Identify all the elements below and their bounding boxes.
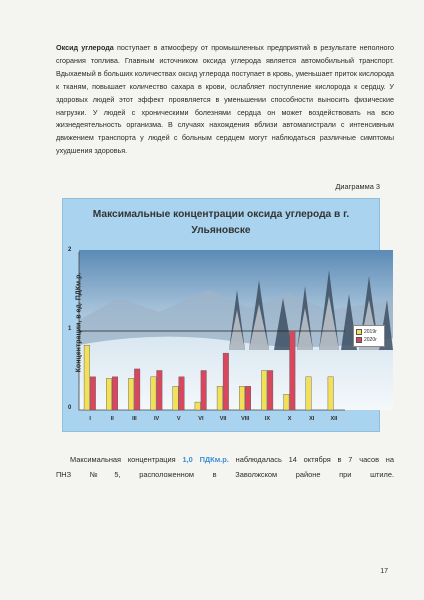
y-tick-label: 1 [68, 326, 72, 332]
bar-chart-plot [63, 199, 379, 431]
bar-2020г-I [90, 377, 96, 410]
chart-title: Максимальные концентрации оксида углерода в г. Ульяновске [92, 209, 350, 236]
diagram-label: Диаграмма 3 [335, 182, 380, 191]
bar-2020г-VIII [245, 386, 251, 410]
x-tick-label: II [110, 416, 114, 422]
x-tick-label: III [132, 416, 137, 422]
max-concentration-note [56, 452, 394, 482]
x-tick-label: I [89, 416, 91, 422]
bar-2019г-VI [195, 402, 201, 410]
bar-2019г-XI [306, 377, 312, 410]
legend-swatch-2020 [356, 337, 362, 343]
bar-2019г-XII [328, 377, 334, 410]
intro-text: поступает в атмосферу от промышленных предприятий в результате неполного сгорания топлива. Главным источником оксида углерода является автомобильный транспорт. Вдыхаемый в больших количествах оксид углерода поступает в кровь, уменьшает приток кислорода к тканям, повышает количество сахара в крови, ослабляет поступление кислорода к сердцу. У здоровых людей этот эффект проявляется в уменьшении способности выносить физические нагрузки. У людей с хроническими болезнями сердца он может воздействовать на всю жизнедеятельность организма. В случаях нахождения вблизи автомагистрали с интенсивным движением транспорта у людей с больным сердцем могут наблюдаться различные симптомы ухудшения здоровья. [56, 43, 394, 156]
bar-2020г-V [179, 377, 185, 410]
bar-2020г-III [134, 369, 140, 410]
note-line1-end: наблюдалась 14 октября в 7 часов на [235, 455, 394, 464]
bar-2020г-II [112, 377, 118, 410]
x-tick-label: IX [264, 416, 270, 422]
legend-label-2020: 2020г [364, 337, 377, 343]
x-tick-label: XII [330, 416, 338, 422]
x-tick-label: X [287, 416, 292, 422]
note-line1-start: Максимальная концентрация [70, 455, 176, 464]
chart-legend [353, 325, 385, 347]
bar-2020г-VI [201, 371, 207, 411]
bar-2019г-I [84, 345, 90, 410]
y-tick-label: 0 [68, 405, 72, 411]
bar-2020г-IX [267, 371, 273, 411]
x-tick-label: VI [198, 416, 204, 422]
bar-2019г-VII [217, 386, 223, 410]
intro-paragraph [56, 42, 394, 158]
x-tick-label: VIII [241, 416, 250, 422]
bar-2020г-X [290, 331, 296, 410]
y-axis-title: Концентрации, в ед. ПДКм.р. [75, 272, 83, 373]
bar-2019г-IX [261, 371, 267, 411]
x-tick-label: IV [153, 416, 160, 422]
bar-2020г-IV [157, 371, 163, 411]
note-line2: ПНЗ №5, расположенном в Заволжском районе при штиле. [56, 470, 394, 479]
page-number: 17 [380, 568, 388, 575]
bar-2019г-IV [151, 377, 157, 410]
legend-label-2019: 2019г [364, 329, 377, 335]
bar-2019г-X [284, 394, 290, 410]
bar-2019г-II [106, 378, 112, 410]
bar-2019г-VIII [239, 386, 245, 410]
x-tick-label: XI [309, 416, 315, 422]
bar-2020г-VII [223, 353, 229, 410]
max-value-highlight: 1,0 ПДКм.р. [182, 455, 229, 464]
x-tick-label: VII [219, 416, 227, 422]
bar-2019г-V [173, 386, 179, 410]
co-term: Оксид углерода [56, 43, 114, 52]
legend-swatch-2019 [356, 329, 362, 335]
chart-panel [62, 198, 380, 432]
bar-2019г-III [128, 378, 134, 410]
x-tick-label: V [176, 416, 181, 422]
y-tick-label: 2 [68, 247, 72, 253]
